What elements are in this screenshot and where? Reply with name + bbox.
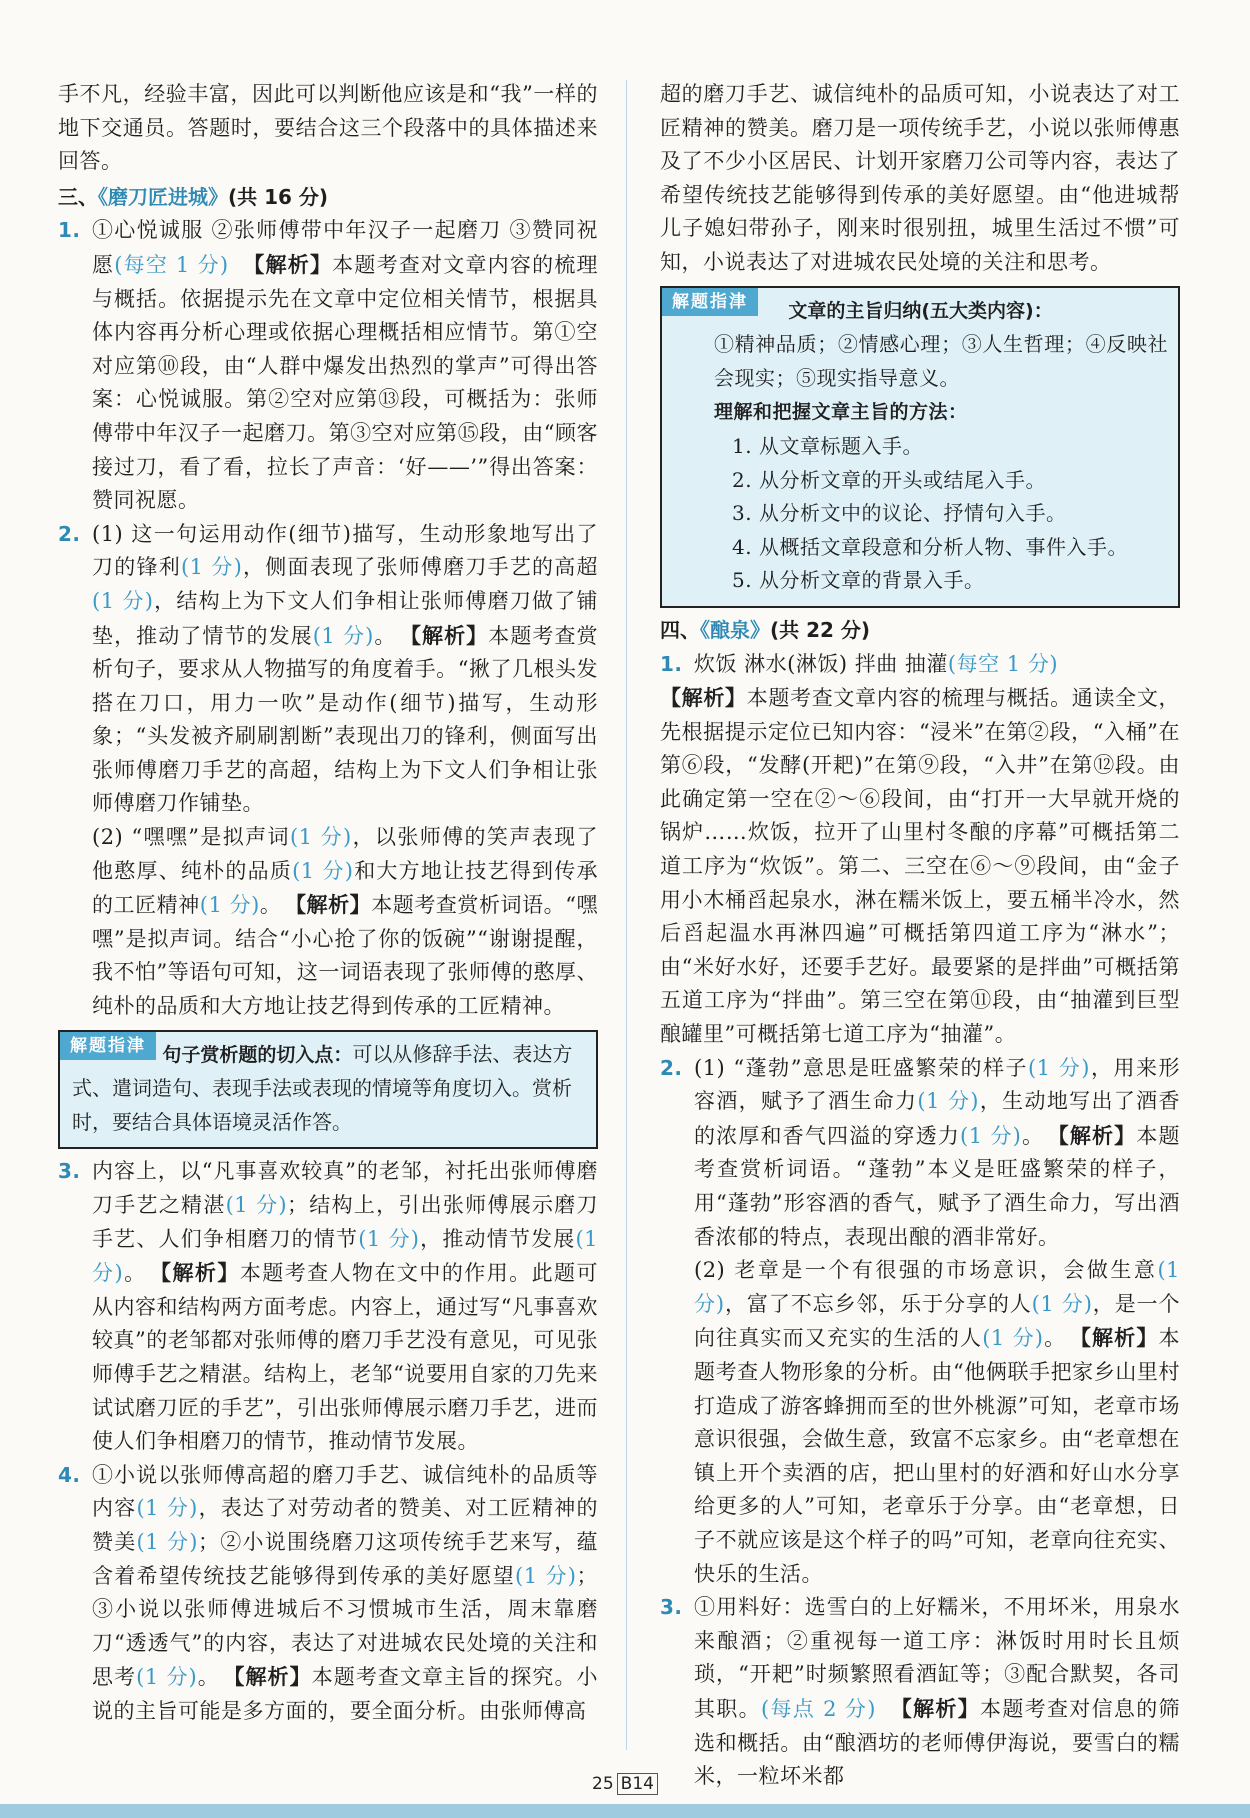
score-note: (1 分) [312, 623, 374, 648]
tip-box-theme [660, 286, 1180, 608]
analysis-label: 【解析】 [233, 1664, 312, 1690]
question-1-analysis [660, 681, 1180, 1052]
analysis-text: 本题考查人物形象的分析。由“他俩联手把家乡山里村打造成了游客蜂拥而至的世外桃源”可知，老章市场意识很强，会做生意，致富不忘家乡。由“老章想在镇上开个卖酒的店，把山里村的好酒和好山水分享给更多的人”可知，老章乐于分享。由“老章想，日子不就应该是这个样子的吗”可知，老章向往充实、快乐的生活。 [694, 1326, 1181, 1586]
question-3: 3. ①用料好：选雪白的上好糯米，不用坏米，用泉水来酿酒；②重视每一道工序：淋饭时用时长且烦琐，“开耙”时频繁照看酒缸等；③配合默契，各司其职。(每点 2 分) 【解析】本题考查对信息的筛选和概括。由“酿酒坊的老师傅伊海说，要雪白的糯米，一粒坏米都 [660, 1591, 1180, 1794]
analysis-text: 本题考查对信息的筛选和概括。由“酿酒坊的老师傅伊海说，要雪白的糯米，一粒坏米都 [694, 1696, 1181, 1789]
answer-text: 炊饭 淋水(淋饭) 拌曲 抽灌 [694, 651, 948, 676]
analysis-text: 本题考查对文章内容的梳理与概括。依据提示先在文章中定位相关情节，根据具体内容再分析心理或依据心理概括相应情节。第①空对应第⑩段，由“人群中爆发出热烈的掌声”可得出答案：心悦诚服。第②空对应第⑬段，可概括为：张师傅带中年汉子一起磨刀。第③空对应第⑮段，由“顾客接过刀，看了看，拉长了声音：‘好——’”得出答案：赞同祝愿。 [92, 252, 599, 513]
analysis-text: 本题考查文章内容的梳理与概括。通读全文，先根据提示定位已知内容：“浸米”在第②段，“入桶”在第⑥段，“发酵(开耙)”在第⑨段，“入井”在第⑫段。由此确定第一空在②～⑥段间，由“打开一大早就开烧的锅炉……炊饭，拉开了山里村冬酿的序幕”可概括第二道工序为“炊饭”。第二、三空在⑥～⑨段间，由“金子用小木桶舀起泉水，淋在糯米饭上，要五桶半冷水，然后舀起温水再淋四遍”可概括第四道工序为“淋水”；由“米好水好，还要手艺好。最要紧的是拌曲”可概括第五道工序为“拌曲”。第三空在第⑪段，由“抽灌到巨型酿罐里”可概括第七道工序为“抽灌”。 [660, 686, 1181, 1047]
score-note: (1 分) [515, 1563, 577, 1588]
question-2: 2. (1) 这一句运用动作(细节)描写，生动形象地写出了刀的锋利(1 分)，侧面表现了张师傅磨刀手艺的高超(1 分)，结构上为下文人们争相让张师傅磨刀做了铺垫，推动了情节的发展(1 分)。 【解析】本题考查赏析句子，要求从人物描写的角度着手。“揪了几根头发搭在刀口，用力一吹”是动作(细节)描写，生动形象；“头发被齐刷刷割断”表现出刀的锋利，侧面写出张师傅磨刀手艺的高超，结构上为下文人们争相让张师傅磨刀作铺垫。 [58, 518, 598, 821]
question-2-part-2: (2) 老章是一个有很强的市场意识，会做生意(1 分)，富了不忘乡邻，乐于分享的人(1 分)，是一个向往真实而又充实的生活的人(1 分)。 【解析】本题考查人物形象的分析。由“他俩联手把家乡山里村打造成了游客蜂拥而至的世外桃源”可知，老章市场意识很强，会做生意，致富不忘家乡。由“老章想在镇上开个卖酒的店，把山里村的好酒和好山水分享给更多的人”可知，老章乐于分享。由“老章想，日子不就应该是这个样子的吗”可知，老章向往充实、快乐的生活。 [694, 1258, 1181, 1586]
analysis-text: 本题考查赏析词语。“蓬勃”本义是旺盛繁荣的样子，用“蓬勃”形容酒的香气，赋予了酒生命力，写出酒香浓郁的特点，表现出酿的酒非常好。 [694, 1123, 1181, 1249]
score-note: (1 分) [136, 1665, 198, 1690]
section-heading-4: 四、《酿泉》(共 22 分) [660, 617, 871, 642]
score-note: (1 分) [694, 1258, 1180, 1316]
score-note: (1 分) [289, 825, 352, 850]
page-footer [0, 1774, 1250, 1794]
score-note: (每空 1 分) [947, 651, 1059, 676]
analysis-text: 本题考查赏析句子，要求从人物描写的角度着手。“揪了几根头发搭在刀口，用力一吹”是动作(细节)描写，生动形象；“头发被齐刷刷割断”表现出刀的锋利，侧面写出张师傅磨刀手艺的高超，结构上为下文人们争相让张师傅磨刀作铺垫。 [92, 623, 599, 816]
question-number: 2. [58, 521, 81, 546]
question-2: 2. (1) “蓬勃”意思是旺盛繁荣的样子(1 分)，用来形容酒，赋予了酒生命力(1 分)，生动地写出了酒香的浓厚和香气四溢的穿透力(1 分)。 【解析】本题考查赏析词语。“蓬勃”本义是旺盛繁荣的样子，用“蓬勃”形容酒的香气，赋予了酒生命力，写出酒香浓郁的特点，表现出酿的酒非常好。 [660, 1052, 1180, 1255]
score-note: (1 分) [292, 858, 354, 883]
score-note: (1 分) [180, 555, 243, 580]
tip-label: 解题指津 [60, 1032, 156, 1060]
page-code: B14 [617, 1773, 658, 1795]
tip-box-sentence-analysis [58, 1030, 598, 1150]
analysis-label: 【解析】 [410, 622, 489, 648]
section-title: 《磨刀匠进城》 [98, 184, 228, 209]
score-note: (1 分) [1031, 1291, 1093, 1316]
score-note: (1 分) [917, 1089, 979, 1114]
analysis-label: 【解析】 [889, 1695, 981, 1721]
continued-paragraph: 超的磨刀手艺、诚信纯朴的品质可知，小说表达了对工匠精神的赞美。磨刀是一项传统手艺，小说以张师傅惠及了不少小区居民、计划开家磨刀公司等内容，表达了希望传统技艺能够得到传承的美好愿望。由“他进城帮儿子媳妇带孙子，刚来时很别扭，城里生活过不惯”可知，小说表达了对进城农民处境的关注和思考。 [660, 82, 1180, 274]
score-note: (1 分) [1028, 1055, 1090, 1080]
analysis-text: 本题考查文章主旨的探究。小说的主旨可能是多方面的，要全面分析。由张师傅高 [92, 1665, 599, 1723]
score-note: (1 分) [982, 1326, 1044, 1351]
analysis-label: 【解析】 [1080, 1325, 1159, 1351]
question-2-part-2: (2) “嘿嘿”是拟声词(1 分)，以张师傅的笑声表现了他憨厚、纯朴的品质(1 分)和大方地让技艺得到传承的工匠精神(1 分)。 【解析】本题考查赏析词语。“嘿嘿”是拟声词。结合“小心抢了你的饭碗”“谢谢提醒，我不怕”等语句可知，这一词语表现了张师傅的憨厚、纯朴的品质和大方地让技艺得到传承的工匠精神。 [92, 825, 599, 1019]
analysis-label: 【解析】 [242, 251, 333, 277]
question-number: 3. [58, 1159, 81, 1184]
analysis-label: 【解析】 [295, 892, 372, 918]
tip-list-item: 4. 从概括文章段意和分析人物、事件入手。 [732, 534, 1128, 559]
answer-text: ①心悦诚服 ②张师傅带中年汉子一起磨刀 ③赞同祝愿 [92, 218, 598, 277]
tip-label: 解题指津 [662, 288, 758, 316]
question-number: 4. [58, 1462, 81, 1487]
question-1 [660, 648, 1180, 682]
tip-list-item: 3. 从分析文中的议论、抒情句入手。 [732, 501, 1067, 526]
analysis-text: 本题考查人物在文中的作用。此题可从内容和结构两方面考虑。内容上，通过写“凡事喜欢较真”的老邹都对张师傅的磨刀手艺没有意见，可见张师傅手艺之精湛。结构上，老邹“说要用自家的刀先来试试磨刀匠的手艺”，引出张师傅展示磨刀手艺，进而使人们争相磨刀的情节，推动情节发展。 [92, 1261, 598, 1454]
left-column [58, 78, 598, 1729]
right-column [660, 78, 1180, 1794]
score-note: (每点 2 分) [760, 1696, 876, 1721]
analysis-label: 【解析】 [1058, 1122, 1137, 1148]
question-number: 3. [660, 1595, 683, 1620]
tip-text: 可以从修辞手法、表达方式、遣词造句、表现手法或表现的情境等角度切入。赏析时，要结合具体语境灵活作答。 [72, 1041, 573, 1134]
intro-paragraph: 手不凡，经验丰富，因此可以判断他应该是和“我”一样的地下交通员。答题时，要结合这三个段落中的具体描述来回答。 [58, 82, 598, 174]
score-note: (1 分) [92, 1226, 599, 1286]
section-heading-3: 三、《磨刀匠进城》(共 16 分) [58, 184, 329, 209]
analysis-label: 【解析】 [160, 1260, 240, 1286]
column-divider [626, 80, 627, 1750]
score-note: (1 分) [358, 1226, 420, 1251]
score-note: (1 分) [136, 1496, 198, 1521]
page-number: 25 [592, 1774, 614, 1794]
question-number: 1. [660, 651, 683, 676]
question-4: 4. ①小说以张师傅高超的磨刀手艺、诚信纯朴的品质等内容(1 分)，表达了对劳动者的赞美、对工匠精神的赞美(1 分)；②小说围绕磨刀这项传统手艺来写，蕴含着希望传统技艺能够得到传承的美好愿望(1 分)；③小说以张师傅进城后不习惯城市生活，周末靠磨刀“透透气”的内容，表达了对进城农民处境的关注和思考(1 分)。 【解析】本题考查文章主旨的探究。小说的主旨可能是多方面的，要全面分析。由张师傅高 [58, 1459, 598, 1729]
score-note: (1 分) [225, 1193, 288, 1217]
question-1 [58, 214, 598, 517]
score-note: (1 分) [136, 1529, 198, 1554]
tip-list-item: 5. 从分析文章的背景入手。 [732, 568, 985, 593]
score-note: (1 分) [92, 588, 154, 613]
score-note: (1 分) [199, 893, 260, 918]
score-note: (1 分) [960, 1123, 1022, 1148]
question-3: 3. 内容上，以“凡事喜欢较真”的老邹，衬托出张师傅磨刀手艺之精湛(1 分)；结构上，引出张师傅展示磨刀手艺、人们争相磨刀的情节(1 分)，推动情节发展(1 分)。 【解析】本题考查人物在文中的作用。此题可从内容和结构两方面考虑。内容上，通过写“凡事喜欢较真”的老邹都对张师傅的磨刀手艺没有意见，可见张师傅手艺之精湛。结构上，老邹“说要用自家的刀先来试试磨刀匠的手艺”，引出张师傅展示磨刀手艺，进而使人们争相磨刀的情节，推动情节发展。 [58, 1155, 598, 1458]
tip-text: ①精神品质；②情感心理；③人生哲理；④反映社会现实；⑤现实指导意义。 [714, 332, 1168, 390]
tip-heading-2: 理解和把握文章主旨的方法： [714, 401, 968, 424]
analysis-text: 本题考查赏析词语。“嘿嘿”是拟声词。结合“小心抢了你的饭碗”“谢谢提醒，我不怕”等语句可知，这一词语表现了张师傅的憨厚、纯朴的品质和大方地让技艺得到传承的工匠精神。 [92, 893, 599, 1019]
bottom-color-band [0, 1804, 1250, 1818]
question-number: 2. [660, 1055, 683, 1080]
tip-heading: 文章的主旨归纳(五大类内容)： [788, 299, 1053, 322]
tip-heading: 句子赏析题的切入点： [162, 1043, 353, 1066]
question-number: 1. [58, 218, 81, 243]
score-note: (每空 1 分) [114, 252, 229, 277]
analysis-label: 【解析】 [660, 685, 747, 711]
tip-list-item: 2. 从分析文章的开头或结尾入手。 [732, 467, 1046, 492]
tip-list-item: 1. 从文章标题入手。 [732, 433, 923, 458]
section-title: 《酿泉》 [700, 617, 770, 642]
